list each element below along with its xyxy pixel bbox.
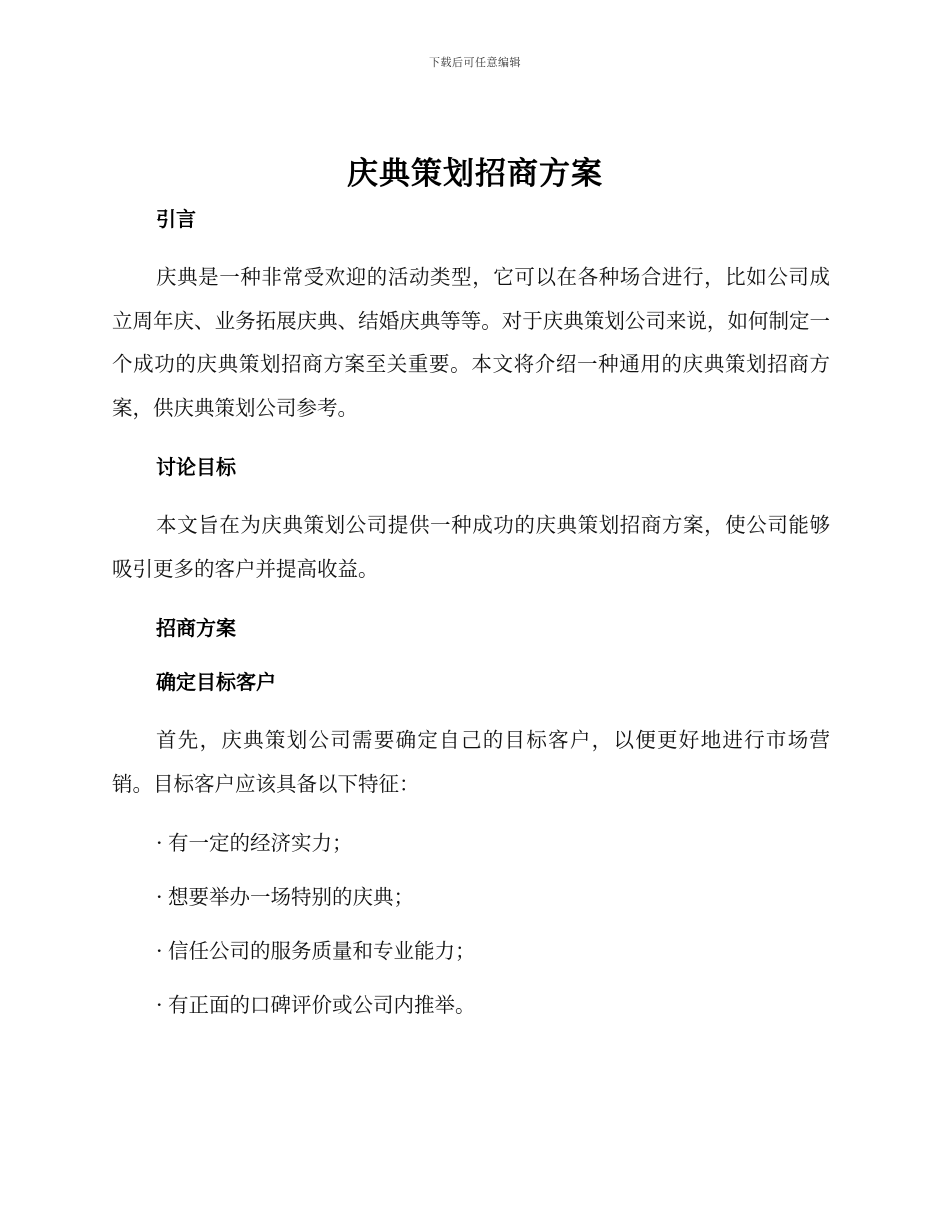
section-heading-target: 确定目标客户 <box>156 670 276 694</box>
list-item <box>112 826 830 860</box>
list-item <box>112 988 830 1022</box>
list-item-text: 想要举办一场特别的庆典； <box>168 885 414 909</box>
section-heading-intro: 引言 <box>156 207 196 231</box>
document-title: 庆典策划招商方案 <box>347 156 603 192</box>
paragraph-intro: 庆典是一种非常受欢迎的活动类型，它可以在各种场合进行，比如公司成立周年庆、业务拓展庆典、结婚庆典等等。对于庆典策划公司来说，如何制定一个成功的庆典策划招商方案至关重要。本文将介绍一种通用的庆典策划招商方案，供庆典策划公司参考。 <box>112 265 830 420</box>
header-note: 下载后可任意编辑 <box>429 56 521 69</box>
paragraph-goal: 本文旨在为庆典策划公司提供一种成功的庆典策划招商方案，使公司能够吸引更多的客户并提高收益。 <box>112 513 830 581</box>
document-body <box>112 202 830 1022</box>
list-item <box>112 880 830 914</box>
list-item-text: 信任公司的服务质量和专业能力； <box>168 939 476 963</box>
bullet-dot-icon: · <box>156 993 163 1017</box>
bullet-dot-icon: · <box>156 885 163 909</box>
bullet-dot-icon: · <box>156 939 163 963</box>
bullet-dot-icon: · <box>156 831 163 855</box>
list-item-text: 有正面的口碑评价或公司内推举。 <box>168 993 476 1017</box>
section-heading-goal: 讨论目标 <box>156 455 236 479</box>
list-item <box>112 934 830 968</box>
section-heading-plan: 招商方案 <box>156 616 236 640</box>
list-item-text: 有一定的经济实力； <box>168 831 353 855</box>
paragraph-target: 首先，庆典策划公司需要确定自己的目标客户，以便更好地进行市场营销。目标客户应该具备以下特征： <box>112 728 830 796</box>
